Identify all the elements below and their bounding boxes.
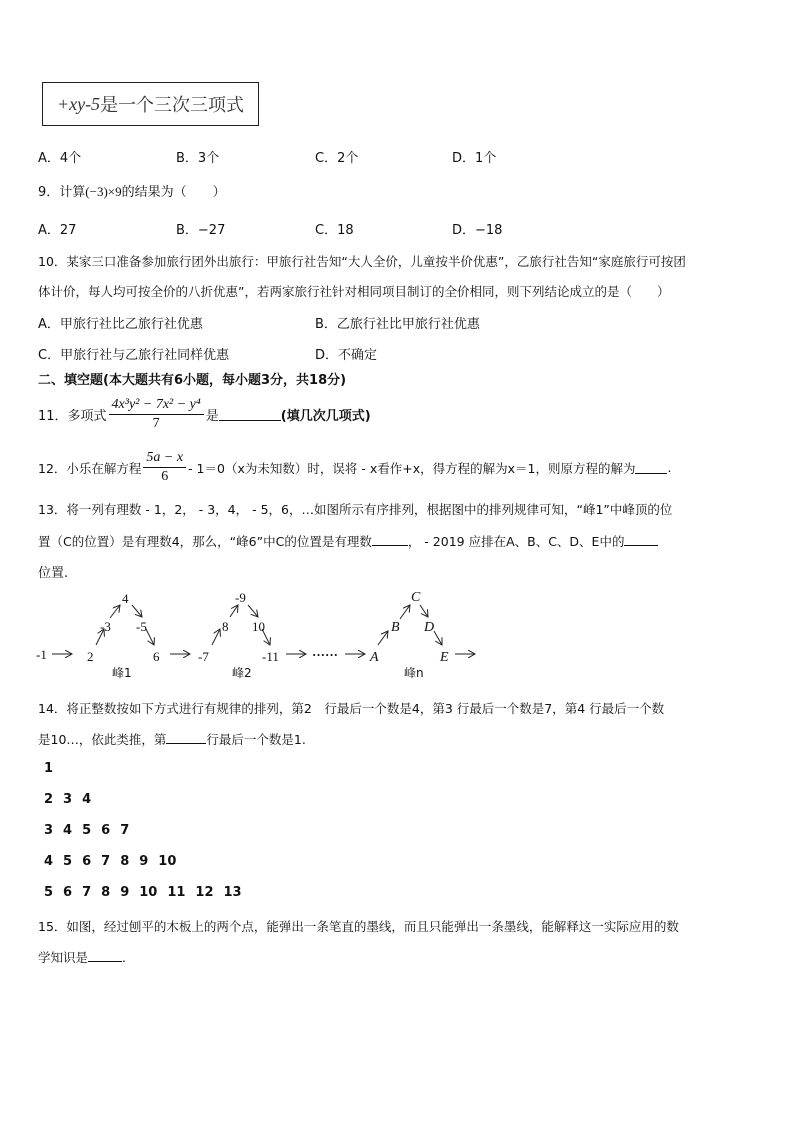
peak1-label: 峰1 <box>112 666 132 680</box>
peak-diagram <box>0 585 794 685</box>
peak2-left-mid: 8 <box>222 619 229 634</box>
q15-blank[interactable] <box>88 949 122 962</box>
q13-line-2a: 置（C的位置）是有理数4，那么，“峰6”中C的位置是有理数 <box>38 534 372 549</box>
start-number: -1 <box>36 647 47 662</box>
q15-line-1: 15．如图，经过刨平的木板上的两个点，能弹出一条笔直的墨线，而且只能弹出一条墨线，能解释这一实际应用的数 <box>38 919 679 934</box>
q14-line-2a: 是10…，依此类推，第 <box>38 732 167 747</box>
q13-line-2 <box>38 532 658 550</box>
peak2-label: 峰2 <box>232 666 252 680</box>
q13-line-1: 13．将一列有理数 - 1，2， - 3，4， - 5，6，…如图所示有序排列，根据图中的排列规律可知，“峰1”中峰顶的位 <box>38 502 673 517</box>
peak2-right-mid: 10 <box>252 619 265 634</box>
box-text: 是一个三次三项式 <box>100 95 245 116</box>
number-row-3 <box>44 823 139 838</box>
q10-line-1: 10．某家三口准备参加旅行团外出旅行：甲旅行社告知“大人全价，儿童按半价优惠”，乙旅行社告知“家庭旅行可按团 <box>38 254 686 269</box>
section-2-heading: 二、填空题(本大题共有6小题，每小题3分，共18分) <box>38 373 347 388</box>
box-expression: +xy-5 <box>56 93 101 114</box>
peak2-right-bottom: -11 <box>262 649 279 664</box>
peakn-c: C <box>411 590 421 605</box>
peak2-arrow-3 <box>248 605 258 617</box>
peak1-arrow-2 <box>110 605 120 618</box>
q12-end: . <box>667 460 672 475</box>
row5-num: 8 <box>101 885 111 900</box>
row4-num: 4 <box>44 854 54 869</box>
q12-fraction <box>143 450 186 485</box>
q9-option-b: B．−27 <box>176 223 226 238</box>
q10-option-a: A．甲旅行社比乙旅行社优惠 <box>38 317 203 332</box>
peakn-label: 峰n <box>404 666 424 680</box>
q13-line-2b: ， - 2019 应排在A、B、C、D、E中的 <box>407 534 625 549</box>
peak1-left-mid: -3 <box>100 619 111 634</box>
ellipsis-dots: ······ <box>312 647 339 662</box>
peak1-right-mid: -5 <box>136 619 147 634</box>
question-12 <box>38 450 671 485</box>
q9-prefix: 9．计算 <box>38 185 86 200</box>
q8-option-b: B．3个 <box>176 151 220 166</box>
q9-option-d: D．−18 <box>452 223 503 238</box>
q8-option-d: D．1个 <box>452 151 497 166</box>
q10-option-d: D．不确定 <box>315 348 378 363</box>
number-row-2 <box>44 792 101 807</box>
q13-line-3: 位置. <box>38 566 69 581</box>
q12-blank[interactable] <box>635 461 667 474</box>
row3-num: 3 <box>44 823 54 838</box>
peakn-arrow-4 <box>434 631 442 645</box>
expression-box <box>42 82 259 126</box>
q11-fraction <box>109 397 204 432</box>
q12-denominator: 6 <box>161 469 169 484</box>
q15-line-2a: 学知识是 <box>38 950 89 965</box>
peak1-top: 4 <box>122 591 129 606</box>
number-row-5 <box>44 885 252 900</box>
q8-option-a: A．4个 <box>38 151 82 166</box>
q9-suffix: 的结果为（ ） <box>121 185 226 200</box>
row4-num: 9 <box>139 854 149 869</box>
q11-mid: 是 <box>205 409 219 424</box>
q12-prefix: 12．小乐在解方程 <box>38 460 142 476</box>
question-9 <box>38 181 226 200</box>
number-row-4 <box>44 854 186 869</box>
peak1-left-bottom: 2 <box>87 649 94 664</box>
q12-rest: - 1＝0（x为未知数）时，误将 - x看作+x，得方程的解为x＝1，则原方程的解为 <box>188 460 636 476</box>
row5-num: 11 <box>167 885 186 900</box>
peakn-d: D <box>424 620 435 635</box>
q14-line-2 <box>38 730 306 748</box>
row5-num: 10 <box>139 885 158 900</box>
peak2-top: -9 <box>235 590 246 605</box>
q15-line-2 <box>38 948 126 966</box>
peak2-left-bottom: -7 <box>198 649 209 664</box>
q9-option-c: C．18 <box>315 223 354 238</box>
row3-num: 4 <box>63 823 73 838</box>
row5-num: 13 <box>223 885 242 900</box>
q9-option-a: A．27 <box>38 223 77 238</box>
row2-num: 3 <box>63 792 73 807</box>
peakn-arrow-1 <box>378 631 388 645</box>
number-row-1 <box>44 761 63 776</box>
q11-numerator: 4x³y² − 7x² − y⁴ <box>109 397 204 415</box>
q14-line-1: 14．将正整数按如下方式进行有规律的排列，第2 行最后一个数是4，第3 行最后一个数是7，第4 行最后一个数 <box>38 701 665 716</box>
row1-num: 1 <box>44 761 54 776</box>
q13-blank-2[interactable] <box>624 533 658 546</box>
row4-num: 10 <box>158 854 177 869</box>
q15-line-2b: . <box>122 950 126 965</box>
row4-num: 6 <box>82 854 92 869</box>
row3-num: 6 <box>101 823 111 838</box>
row3-num: 5 <box>82 823 92 838</box>
row5-num: 12 <box>195 885 214 900</box>
row4-num: 7 <box>101 854 111 869</box>
q11-prefix: 11．多项式 <box>38 409 107 424</box>
peak1-right-bottom: 6 <box>153 649 160 664</box>
q12-numerator: 5a − x <box>143 450 186 468</box>
row2-num: 4 <box>82 792 92 807</box>
q10-option-b: B．乙旅行社比甲旅行社优惠 <box>315 317 480 332</box>
row4-num: 5 <box>63 854 73 869</box>
peakn-arrow-3 <box>420 605 428 617</box>
q11-blank[interactable] <box>219 408 281 421</box>
peak2-arrow-1 <box>212 629 220 645</box>
q11-suffix: (填几次几项式) <box>280 409 371 424</box>
q13-blank-1[interactable] <box>372 533 408 546</box>
question-11 <box>38 397 371 432</box>
row5-num: 9 <box>120 885 130 900</box>
peak1-arrow-3 <box>132 605 142 617</box>
q10-line-2: 体计价，每人均可按全价的八折优惠”，若两家旅行社针对相同项目制订的全价相同，则下列结论成立的是（ ） <box>38 284 670 299</box>
peak1-arrow-4 <box>146 629 154 645</box>
q10-option-c: C．甲旅行社与乙旅行社同样优惠 <box>38 348 230 363</box>
peak2-arrow-2 <box>230 605 238 617</box>
q9-expression: (−3)×9 <box>85 184 122 199</box>
q11-denominator: 7 <box>152 416 160 431</box>
row5-num: 5 <box>44 885 54 900</box>
peakn-arrow-2 <box>400 605 410 619</box>
q8-option-c: C．2个 <box>315 151 359 166</box>
row5-num: 7 <box>82 885 92 900</box>
row4-num: 8 <box>120 854 130 869</box>
q14-blank[interactable] <box>166 731 206 744</box>
peakn-b: B <box>391 620 400 635</box>
peakn-e: E <box>440 650 449 665</box>
q14-line-2b: 行最后一个数是1. <box>206 732 306 747</box>
row5-num: 6 <box>63 885 73 900</box>
row2-num: 2 <box>44 792 54 807</box>
row3-num: 7 <box>120 823 130 838</box>
peakn-a: A <box>370 650 379 665</box>
